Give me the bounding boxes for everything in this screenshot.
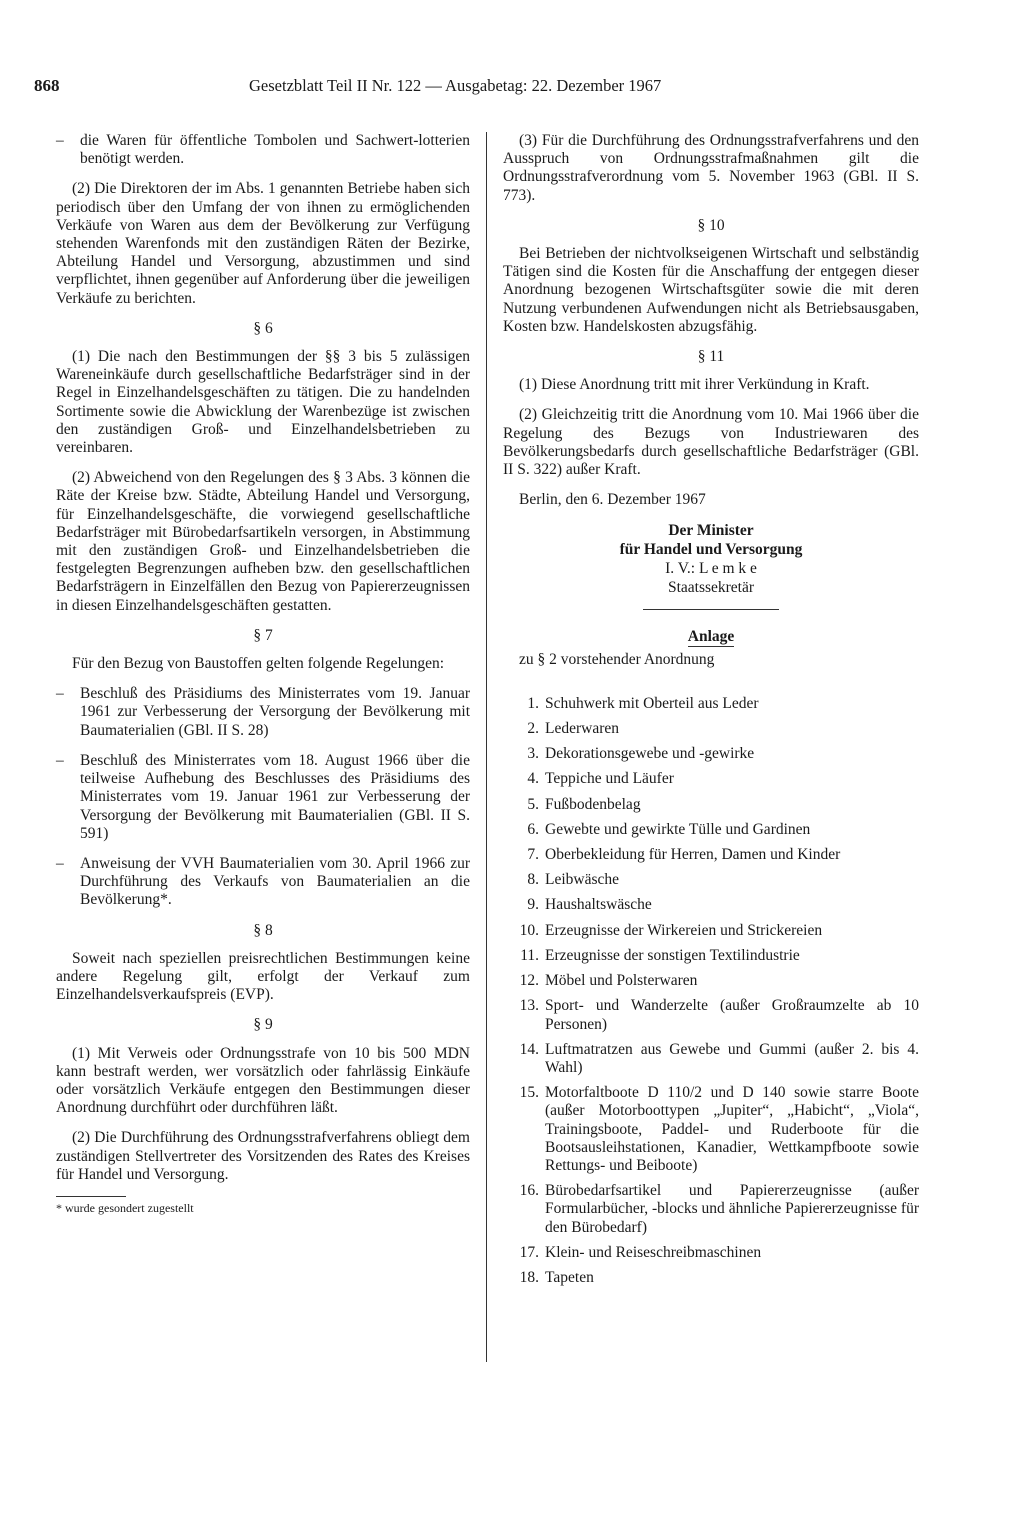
annex-item-number: 17. xyxy=(519,1243,539,1261)
annex-list xyxy=(503,695,919,1287)
annex-item-number: 5. xyxy=(527,795,539,813)
annex-item-text: Erzeugnisse der sonstigen Textilindustrie xyxy=(545,946,800,964)
section-heading-6: § 6 xyxy=(253,319,273,337)
annex-list-item xyxy=(503,745,919,763)
annex-title xyxy=(503,628,919,646)
dash-text: die Waren für öffentliche Tombolen und Sachwert-lotterien benötigt werden. xyxy=(80,132,470,168)
dash-item xyxy=(56,685,470,740)
signature-block xyxy=(503,521,919,597)
annex-item-text: Teppiche und Läufer xyxy=(545,770,674,788)
annex-item-text: Lederwaren xyxy=(545,720,620,738)
left-column xyxy=(56,132,470,1215)
annex-item-text: Haushaltswäsche xyxy=(545,896,652,914)
section-heading-10: § 10 xyxy=(697,216,725,234)
place-date: Berlin, den 6. Dezember 1967 xyxy=(519,491,706,509)
right-column xyxy=(503,132,919,1294)
annex-item-number: 7. xyxy=(527,846,539,864)
annex-list-item xyxy=(503,1041,919,1077)
annex-list-item xyxy=(503,770,919,788)
annex-item-number: 18. xyxy=(519,1268,539,1286)
annex-item-text: Leibwäsche xyxy=(545,871,620,889)
annex-list-item xyxy=(503,871,919,889)
annex-list-item xyxy=(503,1182,919,1237)
dash-text: Beschluß des Ministerrates vom 18. August 1966 über die teilweise Aufhebung des Beschlusses des Präsidiums des Ministerrates vom 19. Januar 1961 zur Verbesserung der Versorgung der Bevölkerung mit Baumaterialien (GBl. II S. 591) xyxy=(80,751,470,842)
paragraph: (2) Die Direktoren der im Abs. 1 genannten Betriebe haben sich periodisch über den Umfang der von ihnen zu ermöglichenden Verkäufe von Waren aus dem der Bevölkerung zur Verfügung stehenden Warenfonds mit den zuständigen Räten der Bezirke, Abteilung Handel und Versorgung, abzustimmen und sind verpflichtet, ihnen gegenüber auf Anforderung über die jeweiligen Verkäufe zu berichten. xyxy=(56,180,470,307)
section-heading-11: § 11 xyxy=(697,348,725,366)
paragraph: (2) Die Durchführung des Ordnungsstrafverfahrens obliegt dem zuständigen Stellvertreter des Vorsitzenden des Rates des Kreises für Handel und Versorgung. xyxy=(56,1129,470,1183)
dash-marker: – xyxy=(56,751,64,769)
annex-item-text: Oberbekleidung für Herren, Damen und Kinder xyxy=(545,846,841,864)
annex-item-text: Tapeten xyxy=(545,1268,594,1286)
annex-item-text: Bürobedarfsartikel und Papiererzeugnisse (außer Formularbücher, -blocks und ähnliche Papiererzeugnisse für den Bürobedarf) xyxy=(545,1182,919,1236)
annex-item-number: 12. xyxy=(519,972,539,990)
annex-list-item xyxy=(503,947,919,965)
annex-list-item xyxy=(503,1244,919,1262)
signature-rule xyxy=(643,609,779,610)
annex-item-number: 14. xyxy=(519,1040,539,1058)
dash-marker: – xyxy=(56,685,64,703)
dash-item xyxy=(56,132,470,168)
paragraph: (1) Mit Verweis oder Ordnungsstrafe von 10 bis 500 MDN kann bestraft werden, wer vorsätzlich oder fahrlässig Einkäufe oder vorsätzlich Verkäufe entgegen den Bestimmungen dieser Anordnung durchführt oder durchführen läßt. xyxy=(56,1044,470,1117)
annex-list-item xyxy=(503,821,919,839)
paragraph: (1) Die nach den Bestimmungen der §§ 3 bis 5 zulässigen Wareneinkäufe durch gesellschaftliche Bedarfsträger sind in der Regel in Einzelhandelsgeschäften zu tätigen. Die zu handelnden Sortimente sowie die Abwicklung der Warenbezüge ist zwischen den zuständigen Groß- und Einzelhandelsbetrieben zu vereinbaren. xyxy=(56,348,470,457)
paragraph: (2) Gleichzeitig tritt die Anordnung vom 10. Mai 1966 über die Regelung des Bezugs von Industriewaren des Bevölkerungsbedarfs durch gesellschaftliche Bedarfsträger (GBl. II S. 322) außer Kraft. xyxy=(503,406,919,479)
annex-item-number: 16. xyxy=(519,1182,539,1200)
annex-item-text: Klein- und Reiseschreibmaschinen xyxy=(545,1243,762,1261)
annex-list-item xyxy=(503,1084,919,1175)
annex-item-text: Schuhwerk mit Oberteil aus Leder xyxy=(545,694,759,712)
annex-list-item xyxy=(503,1269,919,1287)
paragraph: (3) Für die Durchführung des Ordnungsstrafverfahrens und den Ausspruch von Ordnungsstrafmaßnahmen gilt die Ordnungsstrafverordnung vom 5. November 1963 (GBl. II S. 773). xyxy=(503,132,919,204)
annex-item-text: Motorfaltboote D 110/2 und D 140 sowie starre Boote (außer Motorboottypen „Jupiter“, „Habicht“, „Viola“, Trainingsboote, Paddel- und Ruderboote für die Bootsausleihstationen, Kanadier, Wettkampfboote sowie Rettungs- und Beiboote) xyxy=(545,1084,919,1174)
section-heading-7: § 7 xyxy=(253,626,273,644)
paragraph: Für den Bezug von Baustoffen gelten folgende Regelungen: xyxy=(72,655,445,673)
annex-list-item xyxy=(503,896,919,914)
annex-item-text: Möbel und Polsterwaren xyxy=(545,972,698,990)
annex-item-text: Fußbodenbelag xyxy=(545,795,641,813)
annex-item-number: 3. xyxy=(527,745,539,763)
footnote-rule xyxy=(56,1196,126,1197)
annex-title-text: Anlage xyxy=(687,628,735,646)
annex-list-item xyxy=(503,846,919,864)
annex-list-item xyxy=(503,997,919,1033)
footnote: * wurde gesondert zugestellt xyxy=(56,1200,194,1215)
annex-item-number: 9. xyxy=(527,896,539,914)
annex-item-text: Erzeugnisse der Wirkereien und Strickereien xyxy=(545,921,823,939)
annex-item-number: 6. xyxy=(527,820,539,838)
annex-list-item xyxy=(503,720,919,738)
paragraph: Soweit nach speziellen preisrechtlichen Bestimmungen keine andere Regelung gilt, erfolgt der Verkauf zum Einzelhandelsverkaufspreis (EVP). xyxy=(56,949,470,1004)
annex-item-number: 4. xyxy=(527,770,539,788)
annex-item-number: 13. xyxy=(519,997,539,1015)
annex-item-text: Gewebte und gewirkte Tülle und Gardinen xyxy=(545,820,811,838)
ministry-name: für Handel und Versorgung xyxy=(619,541,803,559)
page-number: 868 xyxy=(34,76,60,95)
annex-item-number: 10. xyxy=(519,921,539,939)
dash-item xyxy=(56,752,470,843)
annex-list-item xyxy=(503,972,919,990)
paragraph: Bei Betrieben der nichtvolkseigenen Wirtschaft und selbständig Tätigen sind die Kosten für die Anschaffung der entgegen dieser Anordnung bezogenen Wirtschaftsgüter sowie die mit deren Nutzung verbundenen Aufwendungen nicht als Betriebsausgaben, Kosten bzw. Handelskosten abzugsfähig. xyxy=(503,245,919,335)
minister-title: Der Minister xyxy=(668,522,754,540)
dash-text: Beschluß des Präsidiums des Ministerrates vom 19. Januar 1961 zur Verbesserung der Versorgung der Bevölkerung mit Baumaterialien (GBl. II S. 28) xyxy=(80,685,470,739)
annex-item-number: 15. xyxy=(519,1084,539,1102)
annex-list-item xyxy=(503,796,919,814)
annex-item-text: Dekorationsgewebe und -gewirke xyxy=(545,745,755,763)
annex-subtitle: zu § 2 vorstehender Anordnung xyxy=(519,650,715,668)
dash-marker: – xyxy=(56,854,64,872)
dash-text: Anweisung der VVH Baumaterialien vom 30. April 1966 zur Durchführung des Verkaufs von Baumaterialien an die Bevölkerung*. xyxy=(80,854,470,909)
column-divider xyxy=(486,132,487,1362)
annex-item-number: 2. xyxy=(527,720,539,738)
section-heading-8: § 8 xyxy=(253,921,273,939)
dash-marker: – xyxy=(56,132,64,149)
paragraph: (1) Diese Anordnung tritt mit ihrer Verkündung in Kraft. xyxy=(519,376,870,394)
annex-item-text: Sport- und Wanderzelte (außer Großraumzelte ab 10 Personen) xyxy=(545,997,919,1033)
section-heading-9: § 9 xyxy=(253,1016,273,1034)
signatory: I. V.: L e m k e xyxy=(665,560,757,578)
annex-list-item xyxy=(503,922,919,940)
header-title: Gesetzblatt Teil II Nr. 122 — Ausgabetag: 22. Dezember 1967 xyxy=(249,76,662,95)
annex-item-number: 11. xyxy=(520,946,539,964)
page-header xyxy=(34,76,734,100)
annex-list-item xyxy=(503,695,919,713)
paragraph: (2) Abweichend von den Regelungen des § 3 Abs. 3 können die Räte der Kreise bzw. Städte, Abteilung Handel und Versorgung, für Einzelhandelsgeschäfte, die vorwiegend gesellschaftliche Bedarfsträger mit Bürobedarfsartikeln versorgen, in Abstimmung mit den zuständigen Groß- und Einzelhandelsbetrieben die festgelegten Begrenzungen aufheben bzw. den gesellschaftlichen Bedarfsträgern in Einzelfällen den Bezug von Papiererzeugnissen in diesen Einzelhandelsgeschäften gestatten. xyxy=(56,469,470,614)
dash-item xyxy=(56,855,470,910)
signatory-role: Staatssekretär xyxy=(667,579,755,597)
annex-item-number: 8. xyxy=(527,871,539,889)
annex-item-number: 1. xyxy=(527,694,539,712)
annex-item-text: Luftmatratzen aus Gewebe und Gummi (außer 2. bis 4. Wahl) xyxy=(545,1040,919,1076)
